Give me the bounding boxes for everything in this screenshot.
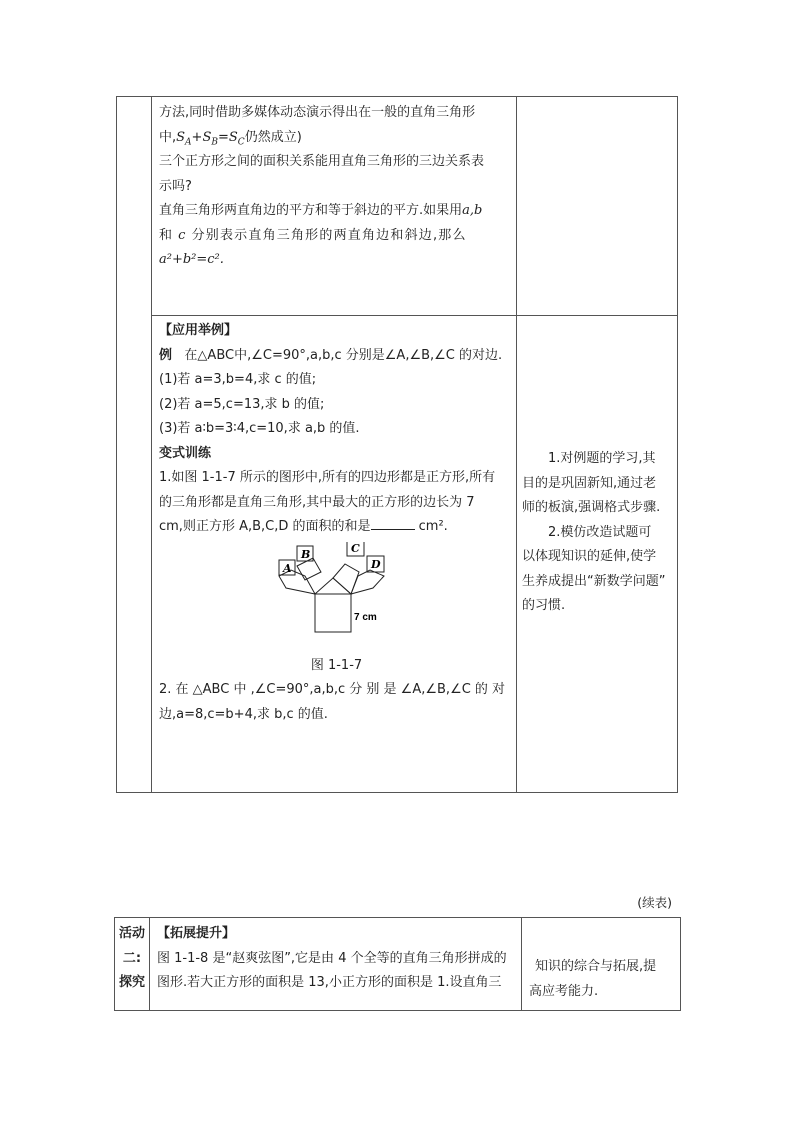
variant-1-line-3: cm,则正方形 A,B,C,D 的面积的和是 cm². <box>159 519 448 534</box>
variant-1-line-1: 1.如图 1-1-7 所示的图形中,所有的四边形都是正方形,所有 <box>159 470 496 485</box>
intent-line: 知识的综合与拓展,提 <box>535 959 657 974</box>
figure-1-1-7 <box>159 542 514 654</box>
measure-label: 7 cm <box>354 611 377 623</box>
figure-caption: 图 1-1-7 <box>310 657 363 673</box>
activity-label-cell <box>115 922 149 996</box>
label-d: D <box>371 557 381 571</box>
content-cell-bottom <box>159 319 514 727</box>
label-b: B <box>301 547 311 561</box>
row-divider <box>151 315 677 316</box>
text-line: 直角三角形两直角边的平方和等于斜边的平方.如果用a,b <box>159 203 483 218</box>
question-3: (3)若 a∶b=3∶4,c=10,求 a,b 的值. <box>159 421 360 436</box>
intent-line: 师的板演,强调格式步骤. <box>522 500 661 515</box>
section-heading: 【应用举例】 <box>159 323 238 338</box>
lesson-table-2 <box>114 917 681 1011</box>
top-triangle <box>315 578 351 594</box>
intent-line: 生养成提出“新数学问题” <box>522 573 666 589</box>
right-triangle-group <box>351 570 384 594</box>
text-line: 图 1-1-8 是“赵爽弦图”,它是由 4 个全等的直角三角形拼成的 <box>157 950 507 966</box>
example-line: 例 在△ABC中,∠C=90°,a,b,c 分别是∠A,∠B,∠C 的对边. <box>159 347 503 363</box>
section-heading: 【拓展提升】 <box>157 926 236 941</box>
text-line: 示吗? <box>159 178 192 194</box>
continued-label: (续表) <box>637 895 672 910</box>
lesson-table-1 <box>116 96 678 793</box>
pythagoras-formula: a²+b²=c². <box>159 252 224 267</box>
variant-2-line-2: 边,a=8,c=b+4,求 b,c 的值. <box>159 706 328 722</box>
question-1: (1)若 a=3,b=4,求 c 的值; <box>159 372 317 387</box>
area-formula-line: 中$,S_A+S_B=S_C$仍然成立) <box>159 129 302 148</box>
text-line: 方法,同时借助多媒体动态演示得出在一般的直角三角形 <box>159 105 476 120</box>
column-divider-right <box>516 97 517 792</box>
mid-square-right <box>333 564 359 594</box>
variant-heading: 变式训练 <box>159 445 212 461</box>
text-line: 图形.若大正方形的面积是 13,小正方形的面积是 1.设直角三 <box>157 975 502 990</box>
label-c: C <box>351 541 360 555</box>
content-cell-top <box>159 101 514 273</box>
intent-line: 目的是巩固新知,通过老 <box>522 475 657 491</box>
variant-2-line-1: 2. 在 △ABC 中 ,∠C=90°,a,b,c 分 别 是 ∠A,∠B,∠C 的 对 <box>159 682 506 697</box>
intent-line: 1.对例题的学习,其 <box>548 451 656 466</box>
activity-label: 活动 <box>118 926 145 941</box>
text-line: 和 c 分别表示直角三角形的两直角边和斜边,那么 <box>159 227 467 243</box>
large-square <box>315 594 351 632</box>
question-2: (2)若 a=5,c=13,求 b 的值; <box>159 396 325 412</box>
intent-line: 的习惯. <box>522 598 566 613</box>
intent-line: 以体现知识的延伸,使学 <box>522 549 657 564</box>
intent-line: 2.模仿改造试题可 <box>548 524 652 540</box>
column-divider-left <box>151 97 152 792</box>
answer-blank <box>371 517 415 530</box>
variant-1-line-2: 的三角形都是直角三角形,其中最大的正方形的边长为 7 <box>159 494 475 510</box>
column-divider-right <box>521 918 522 1010</box>
squares-diagram <box>159 542 514 654</box>
activity-label: 二: <box>122 950 142 966</box>
text-line: 三个正方形之间的面积关系能用直角三角形的三边关系表 <box>159 154 485 169</box>
column-divider-left <box>149 918 150 1010</box>
activity-label: 探究 <box>118 975 145 990</box>
label-a: A <box>283 561 292 575</box>
design-intent-cell <box>522 447 677 619</box>
content-cell <box>157 922 519 996</box>
intent-line: 高应考能力. <box>529 983 599 999</box>
design-intent-cell <box>529 955 679 1004</box>
